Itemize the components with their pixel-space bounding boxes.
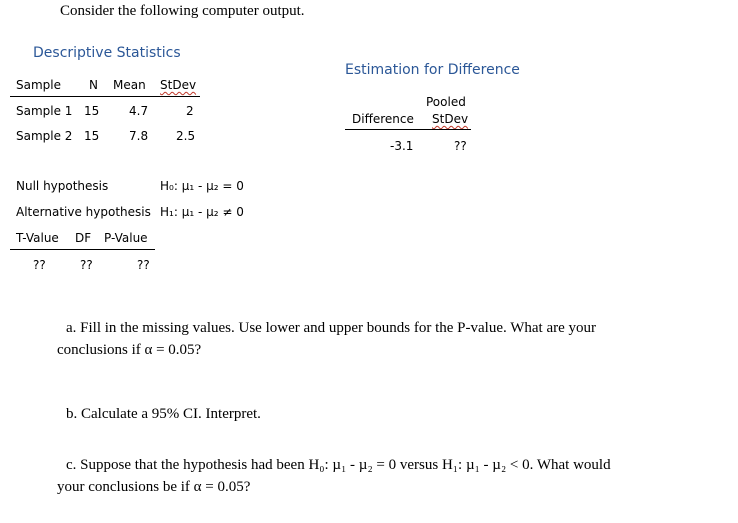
row1-mean: 4.7	[129, 104, 149, 118]
row1-sample: Sample 1	[16, 104, 73, 118]
header-n: N	[89, 78, 98, 92]
row1-stdev: 2	[186, 104, 194, 118]
header-p-value: P-Value	[104, 231, 148, 245]
estimation-title: Estimation for Difference	[345, 62, 520, 78]
question-b: b. Calculate a 95% CI. Interpret.	[66, 406, 261, 422]
row1-n: 15	[84, 104, 100, 118]
p-value: ??	[137, 258, 150, 272]
alt-hypothesis-label: Alternative hypothesis	[16, 205, 151, 219]
difference-value: -3.1	[390, 139, 414, 153]
header-mean: Mean	[113, 78, 146, 92]
t-value: ??	[33, 258, 46, 272]
row2-n: 15	[84, 129, 100, 143]
header-t-value: T-Value	[16, 231, 59, 245]
question-a-line1: a. Fill in the missing values. Use lower and upper bounds for the P-value. What are your	[66, 320, 597, 336]
header-sample: Sample	[16, 78, 61, 92]
question-c-line1: c. Suppose that the hypothesis had been H₀: µ₁ - µ₂ = 0 versus H₁: µ₁ - µ₂ < 0. What would	[66, 457, 611, 473]
intro-text: Consider the following computer output.	[60, 3, 305, 19]
null-hypothesis-label: Null hypothesis	[16, 179, 109, 193]
header-df: DF	[75, 231, 92, 245]
null-hypothesis-value: H₀: μ₁ - µ₂ = 0	[160, 179, 244, 193]
descriptive-stats-title: Descriptive Statistics	[33, 45, 181, 61]
header-rule	[10, 96, 200, 97]
header-difference: Difference	[352, 112, 414, 126]
header-pooled: Pooled	[426, 95, 466, 109]
alt-hypothesis-value: H₁: μ₁ - µ₂ ≠ 0	[160, 205, 244, 219]
df-value: ??	[80, 258, 93, 272]
row2-mean: 7.8	[129, 129, 149, 143]
header-pooled-stdev: StDev	[432, 112, 469, 126]
test-rule	[10, 249, 155, 250]
question-a-line2: conclusions if α = 0.05?	[57, 342, 202, 358]
pooled-stdev-value: ??	[454, 139, 467, 153]
estimation-rule	[345, 129, 471, 130]
row2-stdev: 2.5	[176, 129, 196, 143]
row2-sample: Sample 2	[16, 129, 73, 143]
header-stdev: StDev	[160, 78, 197, 92]
question-c-line2: your conclusions be if α = 0.05?	[57, 479, 251, 495]
